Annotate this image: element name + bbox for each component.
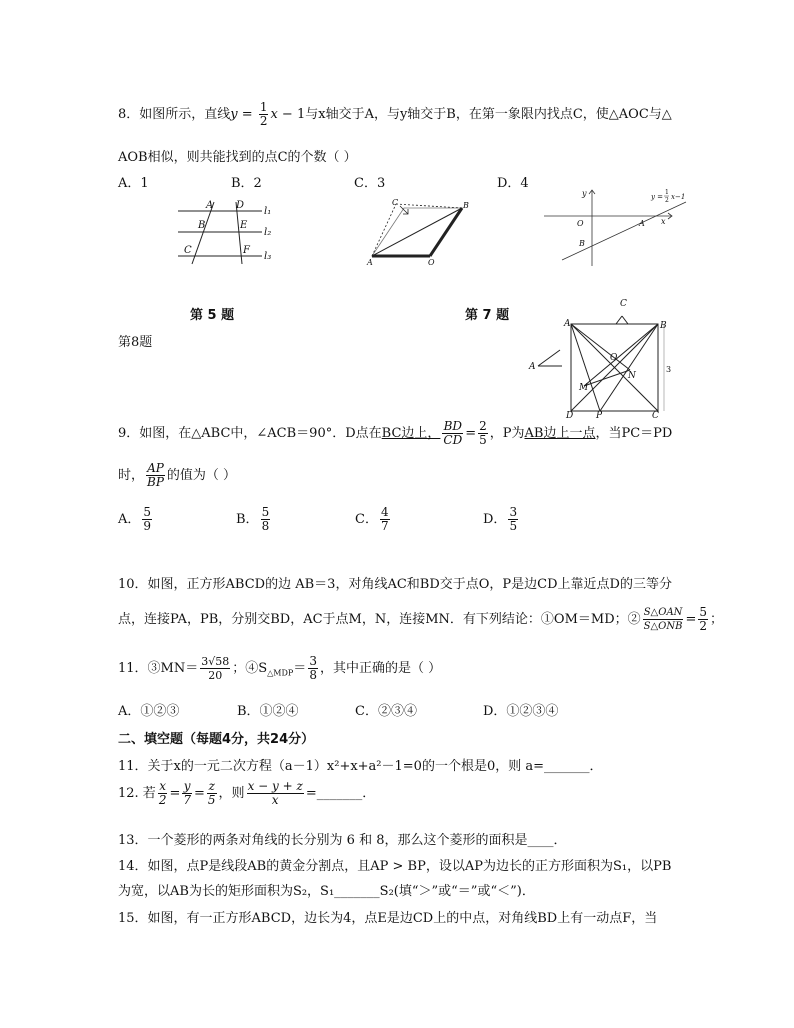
q8-frac-den: 2 xyxy=(259,114,268,128)
fill-q13: 13．一个菱形的两条对角线的长分别为 6 和 8，那么这个菱形的面积是____． xyxy=(118,833,567,848)
fig10-label-p: P xyxy=(596,411,603,421)
q10-line2 xyxy=(118,606,723,633)
q9-bc: BC边上， xyxy=(381,426,441,441)
q9-opt-a-frac xyxy=(142,506,152,533)
fig5-label-d: D xyxy=(236,200,245,211)
q12-f2-num: y xyxy=(183,779,191,793)
q8-text-pre: 8．如图所示，直线 xyxy=(118,107,231,122)
caption-fig7: 第 7 题 xyxy=(465,308,510,323)
fig10-label-b: B xyxy=(660,321,667,331)
q8-eq: = xyxy=(237,107,257,122)
q9-opt-a-label: A． xyxy=(118,512,141,527)
q11-mn-frac xyxy=(200,655,230,682)
q12-frac-z5 xyxy=(207,780,217,807)
q9-ab: AB边上一点 xyxy=(524,426,596,441)
fig7-label-a: A xyxy=(367,258,373,267)
q9-opt-d-den: 5 xyxy=(509,519,518,533)
q8-line2: AOB相似，则共能找到的点C的个数（ ） xyxy=(118,150,357,165)
q10-ratio-den: 2 xyxy=(699,619,708,633)
q9-frac2-num: 2 xyxy=(479,419,487,433)
q12-f4-num: x − y + z xyxy=(247,779,303,793)
q12-frac-y7 xyxy=(182,780,192,807)
fig10-label-left-a: A xyxy=(529,362,536,372)
fig8-label-x: x xyxy=(661,217,666,226)
q11-area-frac xyxy=(308,655,318,682)
q8-frac-num: 1 xyxy=(259,100,268,114)
fig10-label-c: C xyxy=(652,411,659,421)
q11-area-den: 8 xyxy=(309,668,317,682)
q12-post: =_______． xyxy=(305,786,376,801)
q9-option-d xyxy=(483,506,520,533)
fill-q12: 12. 若 $\frac{x}{2}$ = $\frac{y}{7}$ = $\frac{z}{5}$ ，则 $\frac{x - y + z}{x}$ =_______． xyxy=(118,779,376,807)
q9-text-pre: 9．如图，在△ABC中，∠ACB＝90°．D点在 xyxy=(118,426,382,441)
fig10-label-n: N xyxy=(628,371,636,381)
fig5-label-c: C xyxy=(184,245,192,256)
q9-option-c xyxy=(355,506,392,533)
figure-5-parallel-lines xyxy=(170,196,280,268)
q11-post: ，其中正确的是（ ） xyxy=(319,661,442,676)
q8-line1 xyxy=(118,101,672,128)
q11-option-a: A．①②③ xyxy=(118,704,180,719)
fig8-eq-num: 1 xyxy=(665,189,669,196)
q12-f4-den: x xyxy=(271,793,279,807)
fig8-eq-post: x−1 xyxy=(671,193,686,201)
q9-option-a xyxy=(118,506,154,533)
q11-sub: △MDP xyxy=(267,668,294,678)
q10-area-den: S△ONB xyxy=(643,621,683,632)
q9-option-b xyxy=(236,506,272,533)
q8-minus-one: − 1 xyxy=(277,107,306,122)
q10-line1: 10．如图，正方形ABCD的边 AB＝3，对角线AC和BD交于点O，P是边CD上靠近点D的三等分 xyxy=(118,577,672,592)
q8-option-a: A．1 xyxy=(118,176,149,191)
q8-var-y: y xyxy=(230,107,238,122)
fig5-label-l1: l₁ xyxy=(264,206,272,217)
fill-q14-line1: 14．如图，点P是线段AB的黄金分割点，且AP > BP，设以AP为边长的正方形面积为S₁，以PB xyxy=(118,859,672,874)
fig10-label-m: M xyxy=(579,383,589,393)
q9-fraction-ap-bp xyxy=(146,462,165,489)
fig7-label-o: O xyxy=(428,258,435,267)
fig8-label-y: y xyxy=(582,189,587,198)
q11-eq: ＝ xyxy=(293,661,307,676)
fill-q11: 11．关于x的一元二次方程（a－1）x²+x+a²－1=0的一个根是0，则 a=_______． xyxy=(118,759,603,774)
q11-option-d: D．①②③④ xyxy=(483,704,559,719)
fig8-eq-pre: y = xyxy=(651,193,664,201)
q11-option-c: C．②③④ xyxy=(355,704,417,719)
q9-opt-c-num: 4 xyxy=(380,505,389,519)
q11-mn-den: 20 xyxy=(208,669,223,682)
q11-area-num: 3 xyxy=(309,654,317,668)
fig8-eq-den: 2 xyxy=(665,197,669,204)
q9-eq: = xyxy=(465,426,477,441)
fig10-label-a: A xyxy=(564,319,571,329)
q9-opt-b-den: 8 xyxy=(261,519,270,533)
q10-area-num: S△OAN xyxy=(643,607,683,618)
q9-line2 xyxy=(118,462,236,489)
q9-opt-d-num: 3 xyxy=(509,505,518,519)
q9-text-mid: ，P为 xyxy=(489,426,525,441)
q8-text-post: 与x轴交于A，与y轴交于B，在第一象限内找点C，使△AOC与△ xyxy=(305,107,672,122)
fig5-label-b: B xyxy=(198,220,206,231)
q9-opt-b-label: B． xyxy=(236,512,259,527)
q9-frac1-num: BD xyxy=(443,419,463,433)
fig5-label-e: E xyxy=(240,220,248,231)
q12-f3-num: z xyxy=(208,779,215,793)
fig10-label-top-c: C xyxy=(620,299,627,309)
q9-frac3-num: AP xyxy=(147,461,164,475)
q8-option-b: B．2 xyxy=(231,176,262,191)
q9-frac1-den: CD xyxy=(443,433,463,447)
q8-var-x: x xyxy=(270,107,278,122)
fig8-label-o: O xyxy=(577,219,584,228)
caption-fig5: 第 5 题 xyxy=(190,308,235,323)
q12-frac-x2 xyxy=(158,780,168,807)
q9-opt-d-frac xyxy=(508,506,518,533)
q9-line2-pre: 时， xyxy=(118,468,145,483)
q9-opt-b-num: 5 xyxy=(261,505,270,519)
fill-q15: 15．如图，有一正方形ABCD，边长为4，点E是边CD上的中点，对角线BD上有一动点F，当 xyxy=(118,911,658,926)
figure-10-square xyxy=(526,294,676,424)
caption-fig8: 第8题 xyxy=(118,335,153,350)
fig5-label-a: A xyxy=(206,200,214,211)
q11-mid: ；④S xyxy=(232,661,268,676)
q12-pre: 12. 若 xyxy=(118,786,156,801)
q9-frac3-den: BP xyxy=(147,475,164,489)
q10-eq: = xyxy=(685,612,697,627)
q9-opt-d-label: D． xyxy=(483,512,507,527)
q9-line2-post: 的值为（ ） xyxy=(166,468,237,483)
fig8-label-a: A xyxy=(639,219,645,228)
q11-pre: 11．③MN＝ xyxy=(118,661,199,676)
q12-f1-num: x xyxy=(159,779,167,793)
fill-q14-line2: 为宽，以AB为长的矩形面积为S₂，S₁_______S₂(填“＞”或“＝”或“＜”)． xyxy=(118,884,535,899)
q9-fraction-bd-cd xyxy=(442,420,463,447)
section-2-heading: 二、填空题（每题4分，共24分） xyxy=(118,732,315,747)
q11-mn-num: 3√58 xyxy=(201,655,230,668)
q9-opt-b-frac xyxy=(261,506,271,533)
q9-line1 xyxy=(118,420,672,447)
q9-opt-a-den: 9 xyxy=(143,519,152,533)
q12-mid: ，则 xyxy=(218,786,245,801)
q8-option-d: D．4 xyxy=(497,176,529,191)
q9-opt-c-frac xyxy=(380,506,390,533)
fig10-side-length: 3 xyxy=(666,365,672,374)
q9-text-post: ，当PC＝PD xyxy=(595,426,673,441)
fig5-label-l3: l₃ xyxy=(264,251,272,262)
q9-opt-c-den: 7 xyxy=(380,519,389,533)
figure-7-parallelogram xyxy=(362,196,480,268)
q10-ratio-num: 5 xyxy=(699,605,708,619)
q12-frac-expr xyxy=(247,780,304,807)
fig5-label-f: F xyxy=(243,245,250,256)
q9-opt-c-label: C． xyxy=(355,512,378,527)
q8-fraction xyxy=(259,101,269,128)
q11-line xyxy=(118,655,441,682)
q10-line2-end: ； xyxy=(710,612,724,627)
q9-fraction-2-5 xyxy=(478,420,488,447)
q10-ratio-5-2 xyxy=(698,606,708,633)
q10-area-ratio xyxy=(643,606,684,633)
fig7-label-c: C xyxy=(392,198,399,207)
fig10-label-o: O xyxy=(610,353,618,363)
fig5-label-l2: l₂ xyxy=(264,227,272,238)
fig10-label-d: D xyxy=(566,411,574,421)
fig8-label-b: B xyxy=(579,239,585,248)
figure-8-coordinate-line xyxy=(540,186,690,270)
fig7-label-b: B xyxy=(463,201,469,210)
q8-option-c: C．3 xyxy=(354,176,386,191)
q11-option-b: B．①②④ xyxy=(237,704,299,719)
q9-frac2-den: 5 xyxy=(479,433,487,447)
q12-f3-den: 5 xyxy=(207,793,216,807)
q10-line2-pre: 点，连接PA，PB，分别交BD，AC于点M，N，连接MN．有下列结论：①OM＝MD；② xyxy=(118,612,641,627)
q9-opt-a-num: 5 xyxy=(143,505,152,519)
q12-f1-den: 2 xyxy=(158,793,167,807)
q12-f2-den: 7 xyxy=(183,793,191,807)
